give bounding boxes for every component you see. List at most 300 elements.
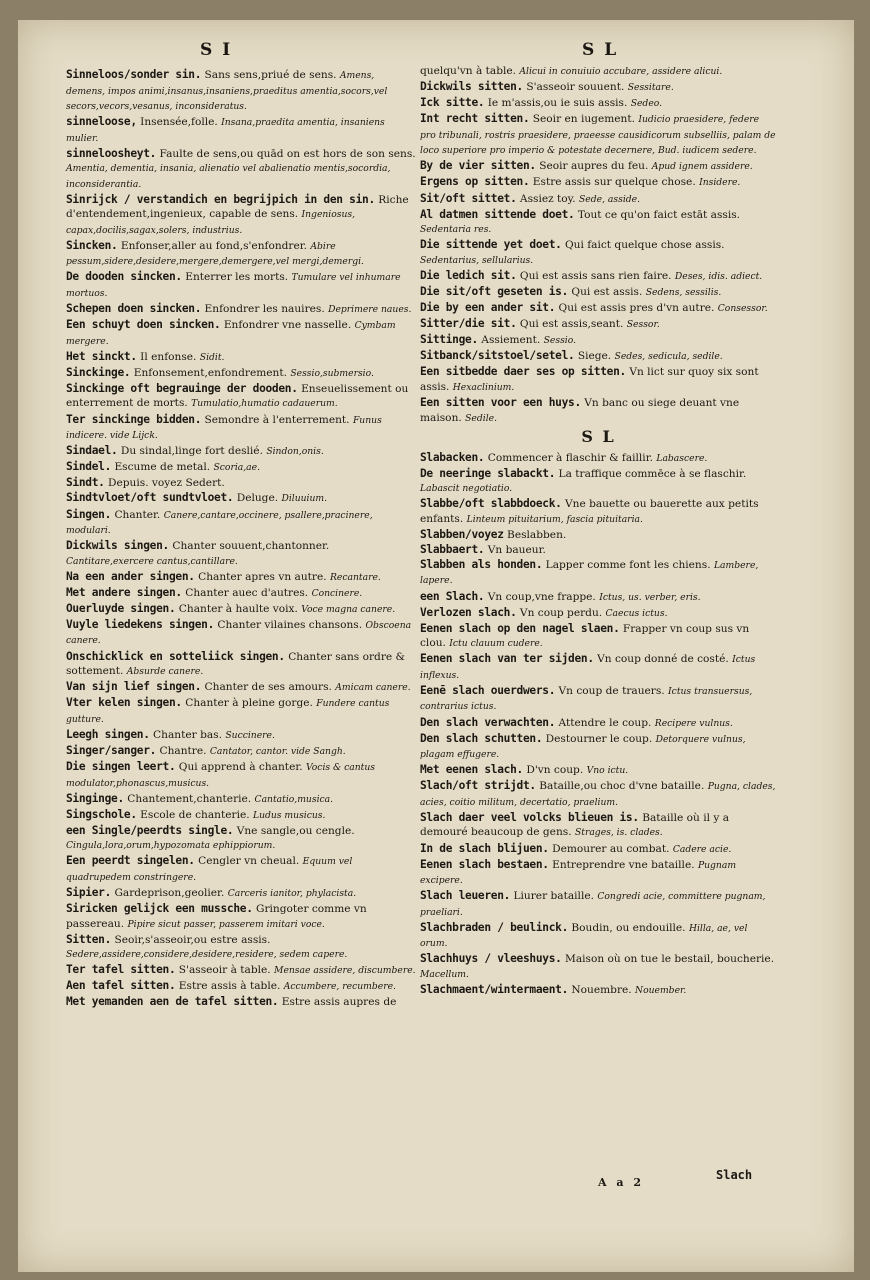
entry-french-gloss: Assiez toy. [519,192,576,205]
entry-french-gloss: Chanter bas. [153,728,222,741]
entry-latin-gloss: Scoria,ae. [213,462,261,474]
entry-headword: Slabbaert. [420,542,485,556]
entry-french-gloss: Qui est assis pres d'vn autre. [558,302,715,315]
dictionary-entry [420,451,777,467]
entry-french-gloss: Estre assis sur quelque chose. [532,176,696,189]
dictionary-entry [420,528,777,543]
entry-french-gloss: Siege. [577,350,612,363]
entry-french-gloss: Chantre. [159,744,207,757]
entry-headword: Slachbraden / beulinck. [420,920,569,934]
dictionary-entry [420,365,777,395]
entry-headword: De dooden sincken. [66,270,182,284]
entry-latin-gloss: Concinere. [311,587,363,599]
entry-headword: Sinckinge oft begrauinge der dooden. [66,381,298,395]
entry-headword: Leegh singen. [66,727,150,741]
entry-latin-gloss: Consessor. [717,303,768,315]
dictionary-entry [420,543,777,558]
entry-latin-gloss: Ingeniosus, capax,docilis,sagax,solers, industrius. [66,209,356,236]
entry-latin-gloss: Absurde canere. [126,666,204,678]
entry-headword: Een sitten voor een huys. [420,396,581,409]
entry-latin-gloss: Sedere,assidere,considere,desidere,residere, sedem capere. [66,949,348,961]
dictionary-entry [420,952,777,982]
section-header-sl: S L [581,427,616,446]
entry-headword: Sinrijck / verstandich en begrijpich in den sin. [66,192,375,206]
entry-headword: Singen. [66,507,112,521]
entry-headword: Verlozen slach. [420,605,517,619]
entry-headword: Slach daer veel volcks blieuen is. [420,810,639,824]
dictionary-entry [66,933,416,963]
dictionary-entry [420,349,777,365]
entry-french-gloss: Enseuelissement ou enterrement de morts. [66,382,409,410]
dictionary-entry [420,467,777,497]
dictionary-entry [66,586,416,602]
entry-french-gloss: Escole de chanterie. [140,808,250,821]
entry-headword: een Single/peerdts single. [66,823,234,837]
entry-french-gloss: Frapper vn coup sus vn clou. [420,622,750,650]
dictionary-entry [66,147,416,193]
entry-french-gloss: Chanter auec d'autres. [185,586,309,599]
entry-latin-gloss: Ictus inflexus. [420,654,756,681]
dictionary-entry [420,732,777,763]
dictionary-entry [420,558,777,589]
entry-french-gloss: Maison où on tue le bestail, boucherie. [564,953,775,966]
entry-french-gloss: Gardeprison,geolier. [114,887,225,899]
entry-french-gloss: Liurer bataille. [513,890,594,903]
entry-french-gloss: S'asseoir à table. [178,964,271,977]
entry-headword: Slabbe/oft slabbdoeck. [420,497,562,511]
entry-latin-gloss: Vocis & cantus modulator,phonascus,musicus. [66,762,375,789]
dictionary-entry [66,728,416,744]
dictionary-entry [420,269,777,285]
entry-headword: In de slach blijuen. [420,841,549,855]
entry-french-gloss: Enfondrer les nauires. [204,303,325,316]
entry-french-gloss: Lapper comme font les chiens. [545,558,711,571]
entry-french-gloss: Chantement,chanterie. [127,792,252,805]
entry-latin-gloss: Congredi acie, committere pugnam, praeliari. [420,891,766,918]
entry-latin-gloss: Abire pessum,sidere,desidere,mergere,demergere,vel mergi,demergi. [66,240,364,268]
entry-french-gloss: Boudin, ou endouille. [571,921,686,934]
entry-headword: Sipier. [66,886,112,899]
entry-french-gloss: Il enfonse. [140,350,197,363]
dictionary-entry [420,192,777,208]
entry-french-gloss: Chanter à pleine gorge. [185,697,313,710]
entry-headword: Sinckinge. [66,365,131,379]
entry-latin-gloss: Sessio. [543,335,577,347]
entry-latin-gloss: Cadere acie. [672,843,732,855]
entry-french-gloss: Enterrer les morts. [185,271,289,284]
entry-latin-gloss: Mensae assidere, discumbere. [274,965,416,977]
entry-latin-gloss: Tumulare vel inhumare mortuos. [66,272,401,299]
entry-latin-gloss: Deses, idis. adiect. [674,270,763,282]
entry-headword: Slachhuys / vleeshuys. [420,952,562,966]
dictionary-entry [66,744,416,760]
left-column [66,68,416,1011]
entry-latin-gloss: Insidere. [699,177,741,189]
entry-headword: een Slach. [420,589,485,603]
dictionary-entry [66,680,416,696]
dictionary-entry [66,366,416,382]
entry-french-gloss: Seoir aupres du feu. [539,160,649,173]
entry-latin-gloss: Apud ignem assidere. [651,161,753,173]
entry-headword: Die by een ander sit. [420,301,556,315]
entry-headword: Die ledich sit. [420,268,517,282]
entry-latin-gloss: Sedens, sessilis. [645,286,722,298]
entry-headword: Met yemanden aen de tafel sitten. [66,995,279,1009]
entry-headword: Sindt. [66,476,105,490]
entry-french-gloss: Chanter souuent,chantonner. [172,540,330,553]
entry-headword: Met andere singen. [66,585,182,599]
entry-headword: Sincken. [66,238,118,252]
entry-french-gloss: Enfondrer vne nasselle. [223,319,352,332]
left-running-header: S I [200,40,233,60]
entry-headword: Slach leueren. [420,889,511,903]
entry-latin-gloss: Sedes, sedicula, sedile. [614,351,723,363]
entry-french-gloss: Cengler vn cheual. [198,855,300,868]
entry-latin-gloss: Ludus musicus. [252,809,326,821]
dictionary-entry [66,193,416,239]
entry-french-gloss: Semondre à l'enterrement. [204,413,350,426]
entry-headword: Ter sinckinge bidden. [66,412,202,426]
entry-latin-gloss: Sedentarius, sellularius. [420,254,534,266]
entry-headword: By de vier sitten. [420,159,536,173]
dictionary-entry [420,497,777,527]
entry-latin-gloss: Cymbam mergere. [66,320,396,347]
right-running-header: S L [582,40,619,60]
dictionary-entry [420,317,777,333]
entry-headword: Ouerluyde singen. [66,601,176,615]
entry-latin-gloss: Hilla, ae, vel orum. [420,922,748,950]
entry-french-gloss: Bataille où il y a demouré beaucoup de gens. [420,811,730,839]
entry-headword: Die singen leert. [66,760,176,774]
entry-french-gloss: Deluge. [236,492,279,505]
dictionary-entry [66,650,416,680]
entry-latin-gloss: Accumbere, recumbere. [283,981,396,993]
entry-headword: Sindael. [66,444,118,458]
right-column [420,64,777,999]
entry-french-gloss: D'vn coup. [526,764,584,777]
entry-french-gloss: Nouembre. [571,983,632,996]
entry-headword: Een schuyt doen sincken. [66,318,221,332]
dictionary-entry [66,808,416,824]
entry-headword: Siricken gelijck een mussche. [66,902,253,916]
dictionary-entry [420,96,777,112]
entry-headword: Sindel. [66,460,112,474]
entry-headword: Vter kelen singen. [66,696,182,710]
entry-latin-gloss: Succinere. [225,729,275,741]
dictionary-entry [420,652,777,683]
entry-headword: Een peerdt singelen. [66,854,195,868]
dictionary-entry [66,618,416,649]
entry-headword: Van sijn lief singen. [66,680,202,694]
entry-latin-gloss: Sedeo. [630,98,663,110]
entry-headword: Dickwils sitten. [420,80,523,94]
entry-french-gloss: Chanter à haulte voix. [178,602,298,615]
entry-headword: Na een ander singen. [66,569,195,583]
entry-french-gloss: Destourner le coup. [545,732,653,745]
dictionary-entry [66,792,416,808]
dictionary-entry [420,590,777,606]
entry-headword: Al datmen sittende doet. [420,207,575,221]
entry-latin-gloss: Vno ictu. [586,765,629,777]
entry-french-gloss: Beslabben. [507,528,567,541]
dictionary-entry [420,301,777,317]
dictionary-entry [66,963,416,979]
entry-french-gloss: Commencer à flaschir & faillir. [487,451,653,464]
dictionary-entry [66,476,416,491]
entry-headword: Slabacken. [420,450,485,464]
dictionary-entry [66,350,416,366]
dictionary-entry [66,570,416,586]
entry-latin-gloss: Iudicio praesidere, federe pro tribunali, rostris praesidere, praeesse causidicorum subselliis, palam de loco superiore pro imperio & potestate decernere, Bud. iudicem sedere. [420,114,776,157]
entry-headword: Slabben/voyez [420,527,504,541]
entry-french-gloss: Bataille,ou choc d'vne bataille. [539,780,705,793]
entry-headword: Sitter/die sit. [420,317,517,331]
dictionary-entry [420,285,777,301]
dictionary-entry [66,760,416,791]
entry-french-gloss: Chanter vilaines chansons. [217,618,363,631]
entry-french-gloss: Gringoter comme vn passereau. [66,903,367,930]
entry-french-gloss: Du sindal,linge fort deslié. [120,445,263,458]
entry-french-gloss: Seoir,s'asseoir,ou estre assis. [114,933,271,946]
entry-french-gloss: Riche d'entendement,ingenieux, capable de sens. [66,193,409,221]
entry-latin-gloss: Linteum pituitarium, fascia pituitaria. [466,513,643,525]
entry-headword: Den slach schutten. [420,731,543,745]
dictionary-entry [420,175,777,191]
entry-latin-gloss: Pugna, clades, acies, coitio militum, decertatio, praelium. [420,781,776,808]
entry-french-gloss: Qui est assis. [571,285,643,298]
entry-latin-gloss: Pipire sicut passer, passerem imitari voce. [127,918,325,930]
entry-french-gloss: Vn lict sur quoy six sont assis. [420,366,759,393]
entry-headword: Sit/oft sittet. [420,191,517,205]
entry-french-gloss: Entreprendre vne bataille. [552,858,695,871]
dictionary-entry [66,382,416,412]
entry-french-gloss: Vn coup de trauers. [558,684,665,697]
entry-latin-gloss: Macellum. [420,968,469,980]
entry-latin-gloss: Hexaclinium. [452,381,515,393]
entry-latin-gloss: Sessor. [626,319,660,331]
entry-french-gloss: Vn coup,vne frappe. [487,590,596,603]
entry-latin-gloss: Voce magna canere. [301,603,396,615]
dictionary-entry [420,64,777,80]
entry-latin-gloss: Ictus, us. verber, eris. [599,591,701,603]
entry-french-gloss: Seoir en iugement. [532,113,635,126]
entry-french-gloss: La traffique commēce à se flaschir. [558,467,747,480]
entry-latin-gloss: Sedile. [465,412,497,424]
entry-headword: Slabben als honden. [420,557,543,571]
entry-latin-gloss: Ictus transuersus, contrarius ictus. [420,685,753,713]
entry-headword: Ergens op sitten. [420,175,530,189]
entry-french-gloss: Vn coup perdu. [519,606,603,619]
entry-headword: Aen tafel sitten. [66,979,176,993]
entry-french-gloss: Attendre le coup. [558,716,652,729]
entry-french-gloss: Estre assis à table. [178,980,281,993]
entry-french-gloss: Vn banc ou siege deuant vne maison. [420,397,740,424]
entry-latin-gloss: Alicui in conuiuio accubare, assidere alicui. [519,66,723,77]
entry-latin-gloss: Equum vel quadrupedem constringere. [66,856,353,883]
entry-latin-gloss: Caecus ictus. [605,607,668,619]
entry-french-gloss: Chanter sans ordre & sottement. [66,650,405,678]
entry-latin-gloss: Canere,cantare,occinere, psallere,pracinere, modulari. [66,509,373,536]
entry-headword: Slach/oft strijdt. [420,779,536,793]
dictionary-entry [66,270,416,301]
entry-headword: Een sitbedde daer ses op sitten. [420,365,626,379]
dictionary-entry [66,824,416,854]
entry-headword: Sitten. [66,932,112,946]
entry-latin-gloss: Labascere. [656,452,708,464]
entry-headword: sinneloose, [66,115,137,129]
dictionary-entry [66,413,416,444]
entry-latin-gloss: Obscoena canere. [66,619,412,647]
dictionary-entry [420,684,777,715]
dictionary-entry [420,983,777,999]
entry-latin-gloss: Recipere vulnus. [654,717,733,729]
entry-latin-gloss: Cantatio,musica. [254,793,334,805]
entry-headword: Sinneloos/sonder sin. [66,68,202,81]
entry-latin-gloss: Sessio,submersio. [290,367,374,379]
entry-latin-gloss: Sede, asside. [579,193,640,205]
entry-headword: Met eenen slach. [420,763,523,777]
entry-headword: Singschole. [66,807,137,821]
dictionary-entry [420,159,777,175]
entry-latin-gloss: Insana,praedita amentia, insaniens mulier. [66,117,385,144]
entry-latin-gloss: Sessitare. [627,82,674,94]
entry-latin-gloss: Sedentaria res. [420,224,492,236]
entry-headword: Eenē slach ouerdwers. [420,683,556,697]
entry-french-gloss: quelqu'vn à table. [420,65,517,77]
entry-latin-gloss: Labascit negotiatio. [420,483,513,495]
entry-latin-gloss: Cingula,lora,orum,hypozomata ephippiorum. [66,840,276,852]
entry-latin-gloss: Fundere cantus gutture. [66,698,390,725]
entry-french-gloss: Vn baueur. [487,543,546,556]
entry-french-gloss: Qui faict quelque chose assis. [564,239,725,252]
entry-french-gloss: Qui est assis,seant. [519,318,624,331]
entry-latin-gloss: Recantare. [330,571,381,583]
dictionary-entry [420,921,777,952]
dictionary-entry [420,208,777,238]
dictionary-entry [420,716,777,732]
entry-headword: Die sittende yet doet. [420,238,562,252]
entry-latin-gloss: Carceris ianitor, phylacista. [227,888,357,899]
dictionary-entry [66,68,416,115]
entry-headword: Sindtvloet/oft sundtvloet. [66,491,234,505]
entry-french-gloss: Depuis. voyez Sedert. [108,477,225,490]
dictionary-entry [420,842,777,858]
entry-headword: Sittinge. [420,333,478,347]
entry-french-gloss: Chanter de ses amours. [204,681,332,694]
dictionary-entry [420,889,777,920]
entry-headword: Den slach verwachten. [420,715,556,729]
dictionary-entry [420,112,777,159]
entry-headword: Sitbanck/sitstoel/setel. [420,349,575,363]
entry-headword: De neeringe slabackt. [420,466,556,480]
entry-headword: Eenen slach van ter sijden. [420,652,594,666]
entry-headword: Dickwils singen. [66,539,169,553]
entry-french-gloss: Vne sangle,ou cengle. [236,824,355,837]
right-column-bottom-entries [420,451,777,999]
entry-headword: Schepen doen sincken. [66,302,202,316]
entry-french-gloss: Insensée,folle. [140,116,218,129]
entry-latin-gloss: Amens, demens, impos animi,insanus,insaniens,praeditus amentia,socors,vel secors,vecors,vesanus, inconsideratus. [66,70,388,112]
entry-french-gloss: S'asseoir souuent. [526,81,625,94]
entry-headword: Vuyle liedekens singen. [66,617,215,631]
entry-latin-gloss: Sindon,onis. [266,446,324,458]
dictionary-entry [66,602,416,618]
dictionary-entry [66,979,416,995]
entry-headword: Ick sitte. [420,96,485,110]
entry-french-gloss: Qui est assis sans rien faire. [519,269,672,282]
dictionary-entry [420,858,777,889]
entry-french-gloss: Vn coup donné de costé. [597,653,729,666]
entry-headword: Die sit/oft geseten is. [420,284,569,298]
entry-latin-gloss: Tumulatio,humatio cadauerum. [191,398,338,410]
dictionary-entry [420,396,777,426]
entry-headword: Singinge. [66,791,124,805]
entry-latin-gloss: Strages, is. clades. [574,827,663,839]
entry-latin-gloss: Cantator, cantor. vide Sangh. [209,745,346,757]
entry-french-gloss: Ie m'assis,ou ie suis assis. [487,97,628,110]
entry-latin-gloss: Ictu clauum cudere. [449,638,543,650]
dictionary-entry [66,444,416,460]
entry-headword: Het sinckt. [66,349,137,363]
entry-latin-gloss: Nouember. [635,984,687,996]
entry-french-gloss: Escume de metal. [114,461,211,474]
entry-french-gloss: Qui apprend à chanter. [178,761,303,774]
entry-french-gloss: Demourer au combat. [552,842,670,855]
entry-french-gloss: Tout ce qu'on faict estāt assis. [577,208,741,221]
signature-mark: A a 2 [598,1176,644,1189]
entry-french-gloss: Enfonser,aller au fond,s'enfondrer. [120,239,308,252]
entry-french-gloss: Sans sens,priué de sens. [204,69,337,81]
entry-latin-gloss: Diluuium. [281,493,328,505]
entry-latin-gloss: Pugnam excipere. [420,859,737,887]
entry-headword: Eenen slach bestaen. [420,857,549,871]
entry-headword: Int recht sitten. [420,112,530,126]
entry-french-gloss: Enfonsement,enfondrement. [133,366,287,379]
entry-french-gloss: Faulte de sens,ou quād on est hors de son sens. [159,147,416,160]
entry-french-gloss: Chanter. [114,508,161,521]
dictionary-entry [66,902,416,932]
dictionary-entry [66,508,416,539]
entry-latin-gloss: Detorquere vulnus, plagam effugere. [420,733,746,761]
entry-french-gloss: Estre assis aupres de [281,996,397,1009]
entry-latin-gloss: Lambere, lapere. [420,559,759,587]
dictionary-entry [66,460,416,476]
entry-headword: Eenen slach op den nagel slaen. [420,621,620,635]
dictionary-entry [66,302,416,318]
dictionary-entry [66,115,416,146]
dictionary-entry [66,886,416,902]
dictionary-entry [420,606,777,622]
dictionary-entry [420,333,777,349]
dictionary-entry [66,854,416,885]
dictionary-entry [66,696,416,727]
entry-latin-gloss: Funus indicere. vide Lijck. [66,414,382,442]
entry-latin-gloss: Amentia, dementia, insania, alienatio vel abalienatio mentis,socordia, inconsiderantia. [66,163,391,190]
dictionary-entry [66,239,416,270]
entry-headword: Slachmaent/wintermaent. [420,982,569,996]
entry-latin-gloss: Deprimere naues. [328,304,412,316]
entry-french-gloss: Vne bauette ou bauerette aux petits enfants. [420,498,759,525]
entry-headword: Ter tafel sitten. [66,963,176,977]
dictionary-entry [420,238,777,268]
entry-french-gloss: Assiement. [481,334,541,347]
entry-headword: sinneloosheyt. [66,146,157,160]
dictionary-entry [420,779,777,810]
entry-headword: Onschicklick en sotteliick singen. [66,649,285,663]
dictionary-entry [420,80,777,96]
right-column-top-entries [420,64,777,426]
dictionary-entry [420,763,777,779]
